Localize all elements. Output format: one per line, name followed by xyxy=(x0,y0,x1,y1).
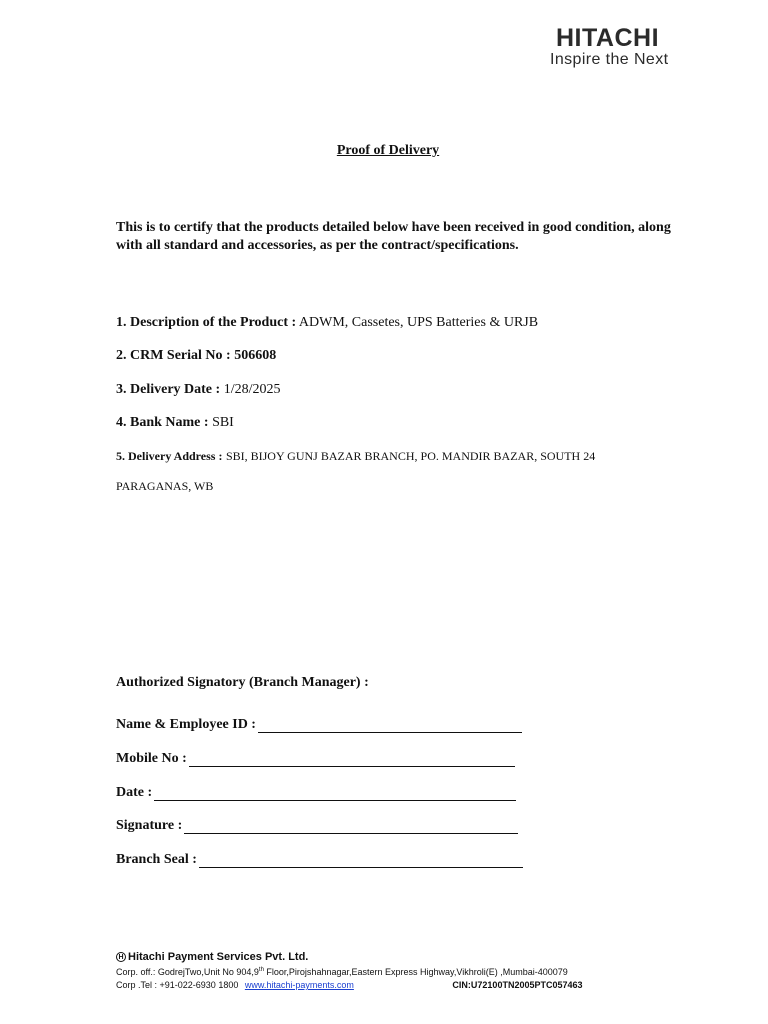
item-label: 2. CRM Serial No : xyxy=(116,348,231,363)
footer-cin: CIN:U72100TN2005PTC057463 xyxy=(452,980,583,990)
blank-line xyxy=(258,718,522,733)
item-delivery-address xyxy=(116,449,595,465)
footer-address-text-rest: Floor,Pirojshahnagar,Eastern Express Highway,Vikhroli(E) ,Mumbai-400079 xyxy=(263,967,568,977)
footer-tel: Corp .Tel : +91-022-6930 1800 xyxy=(116,980,239,990)
delivery-address-continued: PARAGANAS, WB xyxy=(116,479,214,493)
blank-line xyxy=(184,819,518,834)
signature-field xyxy=(116,818,518,834)
company-logo-wordmark: HITACHI xyxy=(556,24,660,52)
blank-line xyxy=(189,752,515,767)
item-value: 506608 xyxy=(234,348,277,363)
field-label: Name & Employee ID : xyxy=(116,717,256,732)
footer-company xyxy=(116,951,308,963)
footer-contact xyxy=(116,980,583,990)
field-label: Branch Seal : xyxy=(116,852,197,867)
footer-address-text: Corp. off.: GodrejTwo,Unit No 904,9 xyxy=(116,967,259,977)
item-value: SBI, BIJOY GUNJ BAZAR BRANCH, PO. MANDIR BAZAR, SOUTH 24 xyxy=(225,449,596,463)
footer-company-name: Hitachi Payment Services Pvt. Ltd. xyxy=(128,951,309,963)
item-label: 3. Delivery Date : xyxy=(116,382,221,397)
footer-website-link[interactable]: www.hitachi-payments.com xyxy=(244,980,354,990)
item-crm-serial xyxy=(116,348,276,364)
date-field xyxy=(116,785,516,801)
company-logo-tagline: Inspire the Next xyxy=(550,51,669,68)
blank-line xyxy=(154,786,516,801)
document-title: Proof of Delivery xyxy=(336,143,440,158)
certification-statement: This is to certify that the products detailed below have been received in good condition, along with all standard and accessories, as per the contract/specifications. xyxy=(116,220,671,253)
item-bank-name xyxy=(116,415,234,431)
branch-seal-field xyxy=(116,852,523,868)
item-label: 1. Description of the Product : xyxy=(116,315,297,330)
name-employee-id-field xyxy=(116,717,522,733)
signatory-heading: Authorized Signatory (Branch Manager) : xyxy=(116,675,369,690)
item-label: 4. Bank Name : xyxy=(116,415,209,430)
item-delivery-date xyxy=(116,382,280,398)
field-label: Date : xyxy=(116,785,153,800)
item-value: 1/28/2025 xyxy=(223,382,281,397)
item-value: ADWM, Cassetes, UPS Batteries & URJB xyxy=(298,315,539,330)
item-label: 5. Delivery Address : xyxy=(116,449,223,463)
footer-address-sup: th xyxy=(258,967,264,973)
item-product-description xyxy=(116,315,538,331)
blank-line xyxy=(199,853,523,868)
field-label: Signature : xyxy=(116,818,183,833)
hitachi-emblem-icon: H xyxy=(116,952,126,962)
mobile-no-field xyxy=(116,751,515,767)
footer-address xyxy=(116,967,568,977)
item-value: SBI xyxy=(212,415,234,430)
field-label: Mobile No : xyxy=(116,751,187,766)
